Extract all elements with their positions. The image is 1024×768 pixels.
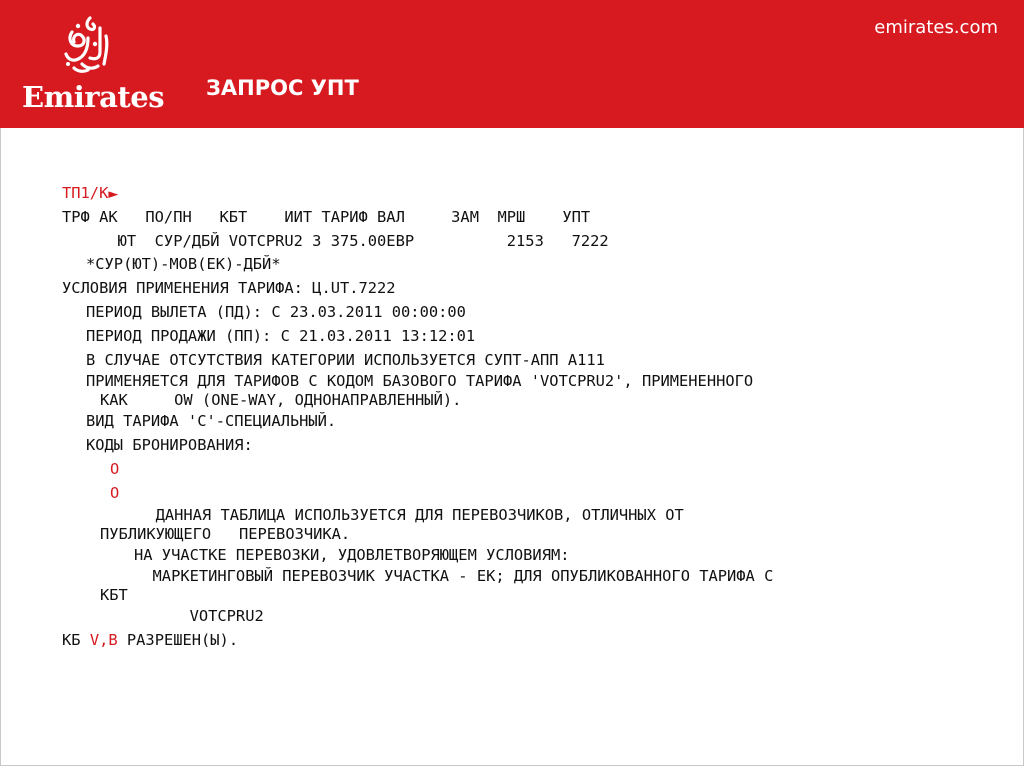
applies-line-1: ПРИМЕНЯЕТСЯ ДЛЯ ТАРИФОВ С КОДОМ БАЗОВОГО ТАРИФА 'VOTCPRU2', ПРИМЕНЕННОГО <box>86 372 754 391</box>
table-note-line-1: ДАННАЯ ТАБЛИЦА ИСПОЛЬЗУЕТСЯ ДЛЯ ПЕРЕВОЗЧИКОВ, ОТЛИЧНЫХ ОТ <box>100 505 684 524</box>
conditions-title: УСЛОВИЯ ПРИМЕНЕНИЯ ТАРИФА: Ц.UT.7222 <box>62 279 396 298</box>
command-line <box>62 182 773 206</box>
booking-codes-label: КОДЫ БРОНИРОВАНИЯ: <box>86 436 253 455</box>
emirates-logo[interactable] <box>20 14 165 114</box>
terminal-output <box>62 182 773 653</box>
play-arrow-icon: ► <box>108 187 119 202</box>
emirates-wordmark: Emirates <box>22 80 165 114</box>
marketing-line-1: МАРКЕТИНГОВЫЙ ПЕРЕВОЗЧИК УЧАСТКА - ЕК; ДЛЯ ОПУБЛИКОВАННОГО ТАРИФА С <box>134 567 774 586</box>
table-note-line-2: ПУБЛИКУЮЩЕГО ПЕРЕВОЗЧИКА. <box>100 524 351 543</box>
site-url[interactable]: emirates.com <box>874 17 998 38</box>
sales-period: ПЕРИОД ПРОДАЖИ (ПП): С 21.03.2011 13:12:01 <box>86 326 476 345</box>
calligraphy-emblem-icon <box>60 14 112 76</box>
fare-data-row: ЮТ СУР/ДБЙ VOTCPRU2 3 375.00ЕВР 2153 7222 <box>62 231 609 250</box>
booking-classes-line <box>62 629 773 653</box>
command-text: ТП1/К <box>62 184 109 202</box>
applies-line-2: КАК OW (ONE-WAY, ОДНОНАПРАВЛЕННЫЙ). <box>100 391 462 410</box>
fare-basis-code: VOTCPRU2 <box>134 607 264 626</box>
bullet-item: O <box>110 459 120 478</box>
kb-allowed: РАЗРЕШЕН(Ы). <box>117 631 239 650</box>
segment-line: НА УЧАСТКЕ ПЕРЕВОЗКИ, УДОВЛЕТВОРЯЮЩЕМ УСЛОВИЯМ: <box>134 545 570 564</box>
fare-type: ВИД ТАРИФА 'С'-СПЕЦИАЛЬНЫЙ. <box>86 412 337 431</box>
fare-header-row: ТРФ АК ПО/ПН КБТ ИИТ ТАРИФ ВАЛ ЗАМ МРШ УПТ <box>62 207 591 226</box>
kb-codes: V,В <box>89 631 118 650</box>
departure-period: ПЕРИОД ВЫЛЕТА (ПД): С 23.03.2011 00:00:00 <box>86 302 466 321</box>
kb-label: КБ <box>62 631 90 650</box>
page-title: ЗАПРОС УПТ <box>206 76 359 100</box>
route-line: *СУР(ЮТ)-МОВ(ЕК)-ДБЙ* <box>86 255 281 274</box>
marketing-line-2: КБТ <box>100 586 128 605</box>
bullet-item: O <box>110 483 120 502</box>
header-banner <box>0 0 1024 128</box>
missing-category-note: В СЛУЧАЕ ОТСУТСТВИЯ КАТЕГОРИИ ИСПОЛЬЗУЕТСЯ СУПТ-АПП А111 <box>86 350 605 369</box>
